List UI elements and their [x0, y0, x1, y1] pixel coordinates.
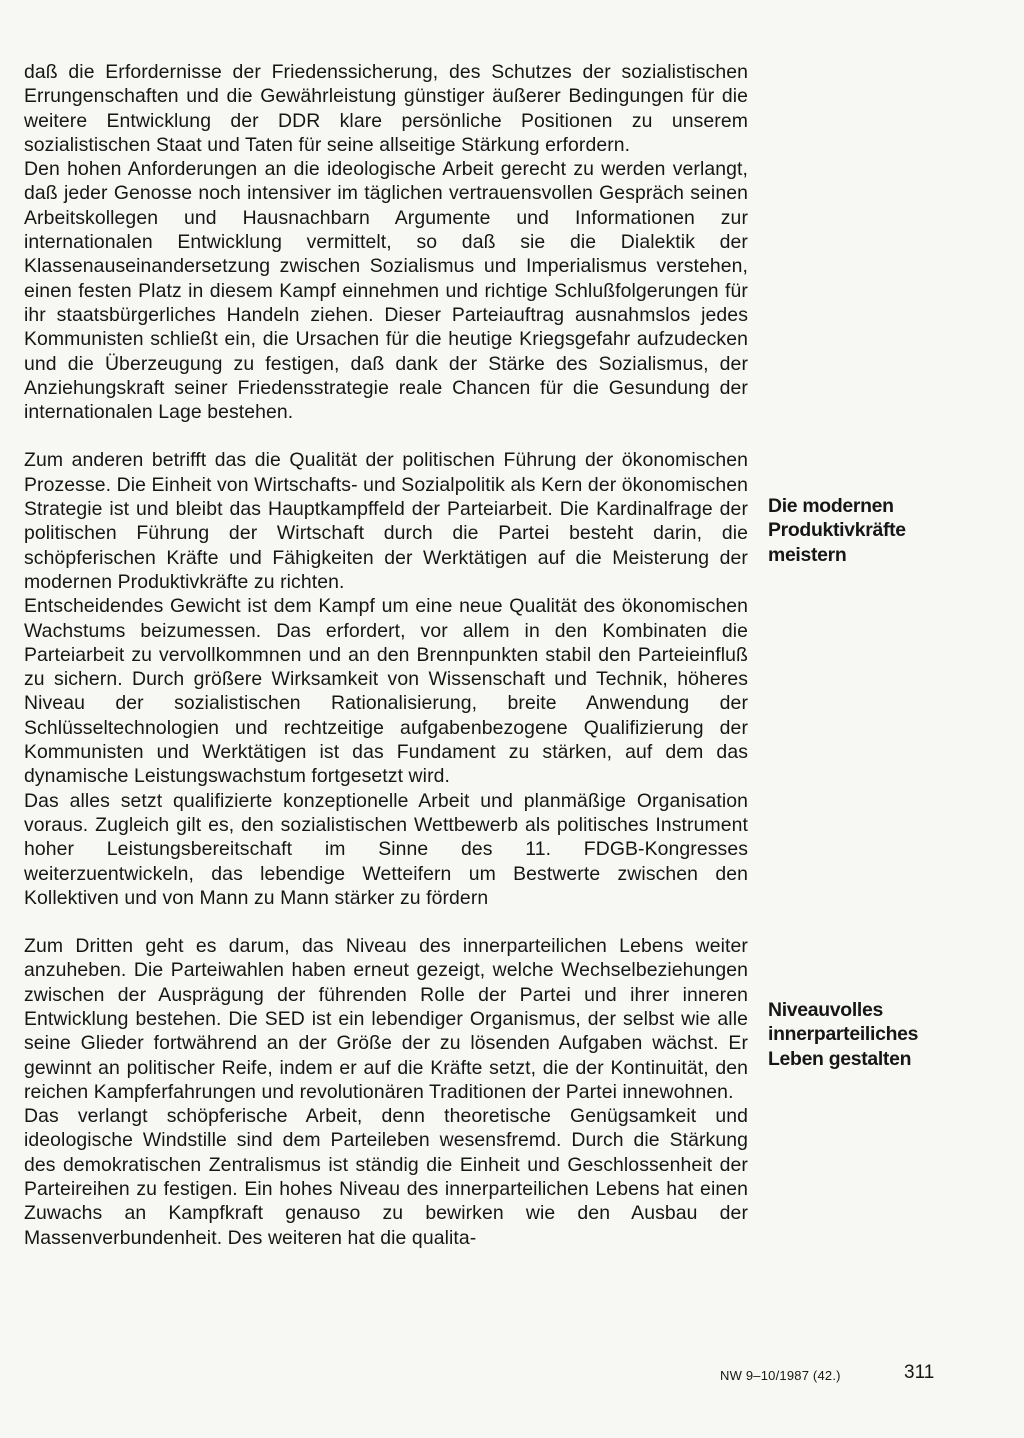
paragraph-3: Zum anderen betrifft das die Qualität der politischen Führung der ökonomischen Prozesse. Die Einheit von Wirtschafts- und Sozialpolitik als Kern der ökonomischen Strategie ist und bleibt das Hauptkampffeld der Parteiarbeit. Die Kardinalfrage der politischen Führung der Wirtschaft durch die Partei besteht darin, die schöpferischen Kräfte und Fähigkeiten der Werktätigen auf die Meisterung der modernen Produktivkräfte zu richten.: [24, 449, 748, 593]
side-heading-line: Die modernen: [768, 495, 894, 517]
side-heading-line: Niveauvolles: [768, 999, 883, 1021]
main-text-column: [24, 60, 748, 1250]
side-heading-party-life: [768, 998, 968, 1071]
side-heading-line: meistern: [768, 543, 847, 566]
paragraph-4: Entscheidendes Gewicht ist dem Kampf um eine neue Qualität des ökonomischen Wachstums beizumessen. Das erfordert, vor allem in den Kombinaten die Parteiarbeit zu vervollkommnen und an den Brennpunkten stabil den Parteieinfluß zu sichern. Durch größere Wirksamkeit von Wissenschaft und Technik, höheres Niveau der sozialistischen Rationalisierung, breite Anwendung der Schlüsseltechnologien und rechtzeitige aufgabenbezogene Qualifizierung der Kommunisten und Werktätigen ist das Fundament zu stärken, auf dem das dynamische Leistungswachstum fortgesetzt wird.: [24, 595, 748, 788]
paragraph-2: Den hohen Anforderungen an die ideologische Arbeit gerecht zu werden verlangt, daß jeder Genosse noch intensiver im täglichen vertrauensvollen Gespräch seinen Arbeitskollegen und Hausnachbarn Argumente und Informationen zur internationalen Entwicklung vermittelt, so daß sie die Dialektik der Klassenauseinandersetzung zwischen Sozialismus und Imperialismus verstehen, einen festen Platz in diesem Kampf einnehmen und richtige Schlußfolgerungen für ihr staatsbürgerliches Handeln ziehen. Dieser Parteiauftrag ausnahmslos jedes Kommunisten schließt ein, die Ursachen für die heutige Kriegsgefahr aufzudecken und die Überzeugung zu festigen, daß dank der Stärke des Sozialismus, der Anziehungskraft seiner Friedensstrategie reale Chancen für die Gesundung der internationalen Lage bestehen.: [24, 158, 748, 424]
side-heading-line: innerparteiliches: [768, 1023, 919, 1046]
section-divider-space: [24, 424, 748, 448]
page-number: 311: [904, 1362, 935, 1383]
paragraph-6: Zum Dritten geht es darum, das Niveau des innerparteilichen Lebens weiter anzuheben. Die Parteiwahlen haben erneut gezeigt, welche Wechselbeziehungen zwischen der Ausprägung der führenden Rolle der Partei und ihrer inneren Entwicklung bestehen. Die SED ist ein lebendiger Organismus, der selbst wie alle seine Glieder fortwährend an der Größe der zu lösenden Aufgaben wächst. Er gewinnt an politischer Reife, indem er auf die Kräfte setzt, die der Kontinuität, den reichen Kampferfahrungen und revolutionären Traditionen der Partei innewohnen.: [24, 935, 748, 1103]
paragraph-7: Das verlangt schöpferische Arbeit, denn theoretische Genügsamkeit und ideologische Windstille sind dem Parteileben wesensfremd. Durch die Stärkung des demokratischen Zentralismus ist ständig die Einheit und Geschlossenheit der Parteireihen zu festigen. Ein hohes Niveau des innerparteilichen Lebens hat einen Zuwachs an Kampfkraft genauso zu bewirken wie den Ausbau der Massenverbundenheit. Des weiteren hat die qualita-: [24, 1105, 748, 1249]
side-heading-line: Leben gestalten: [768, 1047, 912, 1070]
side-heading-line: Produktivkräfte: [768, 519, 906, 542]
paragraph-1: daß die Erfordernisse der Friedenssicherung, des Schutzes der sozialistischen Errungenschaften und die Gewährleistung günstiger äußerer Bedingungen für die weitere Entwicklung der DDR klare persönliche Positionen zu unserem sozialistischen Staat und Taten für seine allseitige Stärkung erfordern.: [24, 61, 748, 156]
side-heading-productive-forces: [768, 494, 968, 567]
section-divider-space: [24, 910, 748, 934]
issue-reference: NW 9–10/1987 (42.): [720, 1368, 841, 1383]
paragraph-5: Das alles setzt qualifizierte konzeptionelle Arbeit und planmäßige Organisation voraus. Zugleich gilt es, den sozialistischen Wettbewerb als politisches Instrument hoher Leistungsbereitschaft im Sinne des 11. FDGB-Kongresses weiterzuentwickeln, das lebendige Wetteifern um Bestwerte zwischen den Kollektiven und von Mann zu Mann stärker zu fördern: [24, 789, 748, 909]
